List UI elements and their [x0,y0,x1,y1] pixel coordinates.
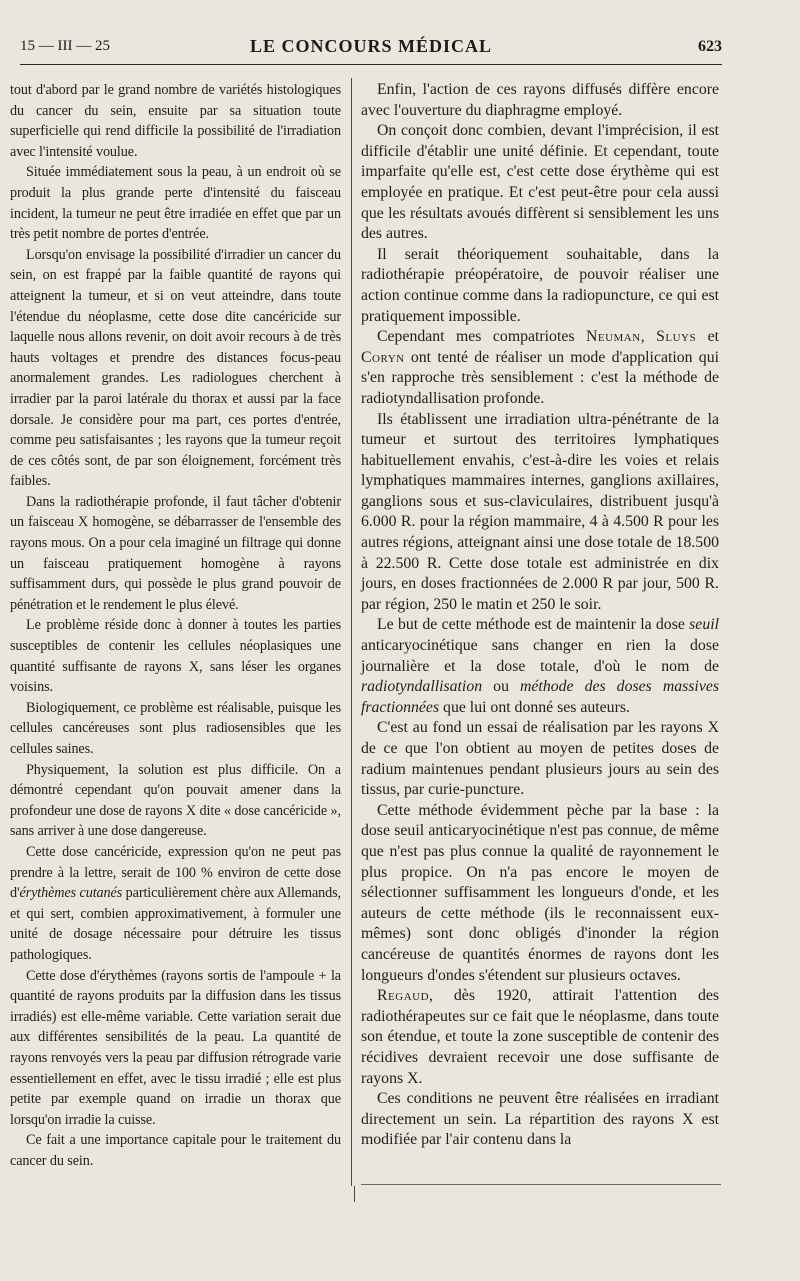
paragraph [361,986,719,1089]
italic-term: seuil [689,616,719,634]
italic-term: érythèmes cutanés [19,885,123,902]
paragraph [10,842,341,966]
column-divider [351,78,352,1186]
issue-date: 15 — III — 25 [20,38,110,54]
paragraph: C'est au fond un essai de réalisation par les rayons X de ce que l'on obtient au moyen de petites doses de radium maintenues pendant plusieurs jours au sein des tissus, par curie-puncture. [361,719,719,799]
left-column [10,80,341,1171]
paragraph: tout d'abord par le grand nombre de variétés histologiques du cancer du sein, ensuite par sa situation toute superficielle qui rend difficile la possibilité de l'irradiation avec l'intensité voulue. [10,82,341,160]
paragraph: Le problème réside donc à donner à toutes les parties susceptibles de contenir les cellules néoplasiques une quantité suffisante de rayons X, sans léser les organes voisins. [10,617,341,696]
paragraph [361,615,719,718]
paragraph: On conçoit donc combien, devant l'imprécision, il est difficile d'établir une unité définie. Et cependant, toute imparfaite qu'elle est, c'est cette dose érythème qui est employée en pratique. Et c'est peut-être pour cela aussi que les résultats avoués diffèrent si sensiblement les uns des autres. [361,122,719,243]
text-run: , [640,328,657,346]
paragraph: Il serait théoriquement souhaitable, dans la radiothérapie préopératoire, de pouvoir réaliser une action continue comme dans la radiopuncture, ce qui est pratiquement impossible. [361,245,719,325]
paragraph: Enfin, l'action de ces rayons diffusés diffère encore avec l'ouverture du diaphragme employé. [361,81,719,119]
paragraph: Ils établissent une irradiation ultra-pénétrante de la tumeur et surtout des territoires lymphatiques habituellement envahis, c'est-à-dire les voies et relais lymphatiques mammaires internes, ganglions axillaires, ganglions sous et sus-claviculaires, distribuent jusqu'à 6.000 R. pour la région mammaire, 4 à 4.500 R pour les autres régions, atteignant ainsi une dose totale de 18.500 à 22.500 R. Cette dose totale est administrée en dix jours, en doses fractionnées de 2.000 R par jour, 500 R. par région, 250 le matin et 250 le soir. [361,410,719,613]
italic-term: méthode des doses massives fractionnées [361,678,719,716]
footer-rule [361,1184,721,1185]
page-header [20,36,722,65]
author-name: Sluys [656,328,697,346]
paragraph: Ce fait a une importance capitale pour le traitement du cancer du sein. [10,1132,341,1169]
paragraph: Biologiquement, ce problème est réalisable, puisque les cellules cancéreuses sont plus radiosensibles que les cellules saines. [10,699,341,757]
paragraph: Physiquement, la solution est plus difficile. On a démontré cependant qu'on pouvait amener dans la profondeur une dose de rayons X dite « dose cancéricide », sans arriver à une dose dangereuse. [10,761,341,840]
author-name: Neuman [585,328,641,346]
author-name: Coryn [361,348,405,366]
paragraph: Située immédiatement sous la peau, à un endroit où se produit la plus grande perte d'intensité du faisceau incident, la tumeur ne peut être irradiée en effet que par un très petit nombre de portes d'entrée. [10,164,341,243]
text-run: Cette dose cancéricide, expression qu'on ne peut pas prendre à la lettre, serait de 100 % environ de cette dose d' [10,843,341,902]
italic-term: radiotyndallisation [361,678,483,696]
author-name: Regaud [377,987,430,1005]
text-run: que lui ont donné ses auteurs. [439,698,630,716]
text-run: anticaryocinétique sans changer en rien la dose journalière et la dose totale, d'où le nom de [361,637,719,675]
text-run: , dès 1920, attirait l'attention des radiothérapeutes sur ce fait que le néoplasme, dans toute son étendue, et toute la zone susceptible de contenir des récidives devraient recevoir une dose suffisante de rayons X. [361,987,719,1087]
paragraph: Ces conditions ne peuvent être réalisées en irradiant directement un sein. La répartition des rayons X est modifiée par l'air contenu dans la [361,1090,719,1149]
text-run: Cependant mes compatriotes [377,328,586,346]
text-run: Le but de cette méthode est de maintenir la dose [377,616,690,634]
page-number: 623 [698,38,722,55]
text-run: particulièrement chère aux Allemands, et qui sert, combien approximativement, à formuler une unité de dosage nécessaire pour détruire les tissus pathologiques. [10,885,341,963]
text-run: ont tenté de réaliser un mode d'application qui s'en rapproche très sensiblement : c'est la méthode de radiotyndallisation profonde. [361,348,719,407]
paragraph: Dans la radiothérapie profonde, il faut tâcher d'obtenir un faisceau X homogène, se débarrasser de l'ensemble des rayons mous. On a pour cela imaginé un filtrage qui donne un faisceau pratiquement homogène à rayons suffisamment durs, qui possède le plus grand pouvoir de pénétration et le rendement le plus élevé. [10,493,341,613]
paragraph [361,327,719,409]
paragraph: Cette méthode évidemment pèche par la base : la dose seuil anticaryocinétique n'est pas connue, de même que n'est pas plus connue la qualité de rayonnement le plus propice. On n'a pas encore le moyen de sélectionner suffisamment les longueurs d'onde, et les auteurs de cette méthode (ils le reconnaissent eux-mêmes) sont donc obligés d'inonder la région cancéreuse de quantités énormes de rayons dont les longueurs d'ondes s'étendent sur plusieurs octaves. [361,801,719,984]
journal-title: LE CONCOURS MÉDICAL [249,36,493,56]
column-divider-tail [354,1186,355,1202]
text-run: ou [482,678,521,696]
paragraph: Lorsqu'on envisage la possibilité d'irradier un cancer du sein, on est frappé par la faible quantité de rayons qui atteignent la tumeur, et si on veut atteindre, dans toute l'étendue du néoplasme, cette dose dite cancéricide sur laquelle nous allons revenir, on doit avoir recours à de très hauts voltages et prendre des distances focus-peau anormalement grandes. Les radiologues cherchent à irradier par la paroi latérale du thorax et aussi par la face dorsale. Je considère pour ma part, ces portes d'entrée, comme peu satisfaisantes ; les rayons que la tumeur reçoit de ces côtés sont, de par son éloignement, forcément très faibles. [10,246,341,490]
paragraph: Cette dose d'érythèmes (rayons sortis de l'ampoule + la quantité de rayons produits par la diffusion dans les tissus irradiés) est elle-même variable. Cette variation serait due aux différentes sensibilités de la peau. La quantité de rayons renvoyés vers la peau par diffusion rétrograde varie essentiellement en effet, avec le tissu irradié ; elle est plus petite par exemple quand on irradie un thorax que lorsqu'on irradie la cuisse. [10,967,341,1128]
text-run: et [696,328,719,346]
right-column [361,80,719,1151]
